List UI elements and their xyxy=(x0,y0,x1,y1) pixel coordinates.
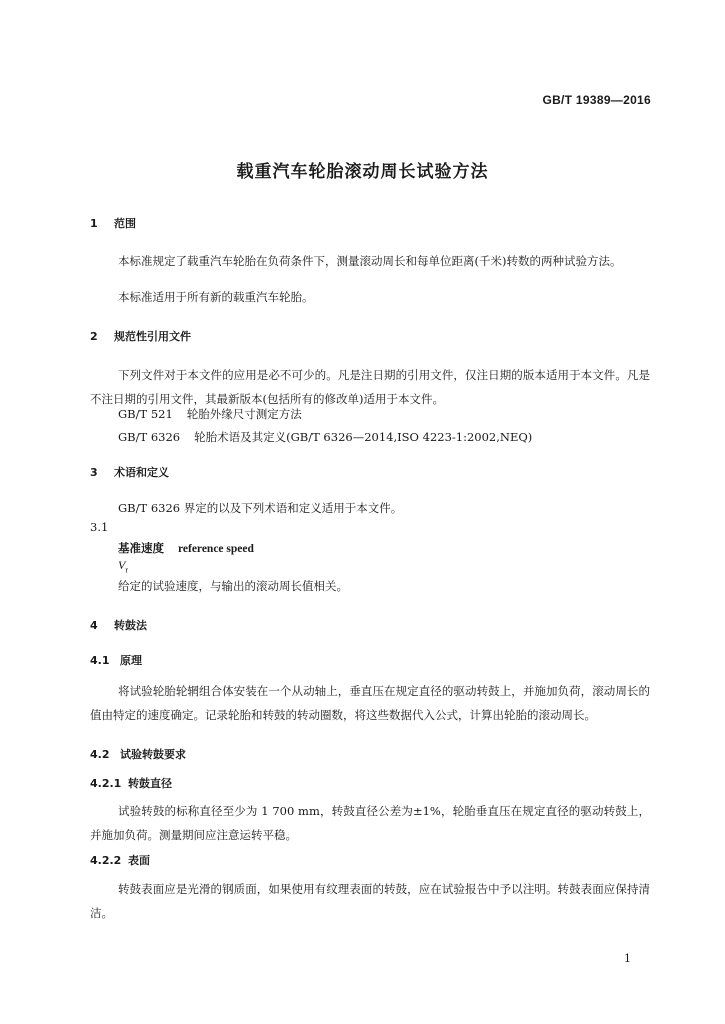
reference-2-code: GB/T 6326 xyxy=(118,430,181,444)
section-1-number: 1 xyxy=(90,217,98,230)
reference-gbt-521 xyxy=(118,406,302,422)
section-2-title: 规范性引用文件 xyxy=(114,330,191,343)
page-number: 1 xyxy=(624,952,631,965)
section-4-number: 4 xyxy=(90,619,98,632)
section-1-title: 范围 xyxy=(114,217,136,230)
section-2-paragraph-1: 下列文件对于本文件的应用是必不可少的。凡是注日期的引用文件，仅注日期的版本适用于本文件。凡是不注日期的引用文件，其最新版本(包括所有的修改单)适用于本文件。 xyxy=(90,368,650,406)
section-3-paragraph-1: GB/T 6326 界定的以及下列术语和定义适用于本文件。 xyxy=(118,501,403,515)
section-4-1-heading xyxy=(90,652,142,668)
symbol-subscript: r xyxy=(125,565,129,575)
symbol-letter: V xyxy=(118,558,126,572)
section-4-1-paragraph: 将试验轮胎轮辋组合体安装在一个从动轴上，垂直压在规定直径的驱动转鼓上，并施加负荷，滚动周长的值由特定的速度确定。记录轮胎和转鼓的转动圈数，将这些数据代入公式，计算出轮胎的滚动周长。 xyxy=(90,684,650,722)
section-4-2-2-paragraph: 转鼓表面应是光滑的钢质面，如果使用有纹理表面的转鼓，应在试验报告中予以注明。转鼓表面应保持清洁。 xyxy=(90,882,650,920)
reference-1-title: 轮胎外缘尺寸测定方法 xyxy=(186,407,302,421)
term-definition: 给定的试验速度，与输出的滚动周长值相关。 xyxy=(118,579,348,593)
document-title: 载重汽车轮胎滚动周长试验方法 xyxy=(236,162,489,182)
term-english: reference speed xyxy=(178,543,254,555)
section-4-2-2-title: 表面 xyxy=(128,854,150,867)
reference-2-title: 轮胎术语及其定义(GB/T 6326—2014,ISO 4223-1:2002,NEQ) xyxy=(194,430,533,444)
section-1-paragraph-2: 本标准适用于所有新的载重汽车轮胎。 xyxy=(118,290,314,304)
term-symbol xyxy=(118,558,128,574)
section-4-2-title: 试验转鼓要求 xyxy=(120,748,186,761)
reference-1-code: GB/T 521 xyxy=(118,407,173,421)
standard-number: GB/T 19389—2016 xyxy=(542,93,651,107)
section-3-title: 术语和定义 xyxy=(114,466,169,479)
section-2-number: 2 xyxy=(90,330,98,343)
section-4-1-title: 原理 xyxy=(120,654,142,667)
section-1-paragraph-1: 本标准规定了载重汽车轮胎在负荷条件下，测量滚动周长和每单位距离(千米)转数的两种试验方法。 xyxy=(118,254,622,268)
section-4-2-heading xyxy=(90,746,186,762)
section-4-2-number: 4.2 xyxy=(90,748,110,761)
section-4-title: 转鼓法 xyxy=(114,619,147,632)
section-3-number: 3 xyxy=(90,466,98,479)
section-4-2-2-number: 4.2.2 xyxy=(90,854,122,867)
section-4-2-1-number: 4.2.1 xyxy=(90,777,122,790)
section-1-heading xyxy=(90,215,136,231)
section-2-heading xyxy=(90,328,191,344)
section-4-2-1-heading xyxy=(90,775,172,791)
term-chinese: 基准速度 xyxy=(118,541,164,555)
section-4-2-1-paragraph: 试验转鼓的标称直径至少为 1 700 mm，转鼓直径公差为±1%，轮胎垂直压在规定直径的驱动转鼓上，并施加负荷。测量期间应注意运转平稳。 xyxy=(90,804,650,842)
section-4-2-1-title: 转鼓直径 xyxy=(128,777,172,790)
section-4-2-2-heading xyxy=(90,852,150,868)
term-number: 3.1 xyxy=(90,520,109,534)
section-3-heading xyxy=(90,464,169,480)
section-4-heading xyxy=(90,617,147,633)
section-4-1-number: 4.1 xyxy=(90,654,110,667)
term-name xyxy=(118,540,254,556)
reference-gbt-6326 xyxy=(118,429,532,445)
